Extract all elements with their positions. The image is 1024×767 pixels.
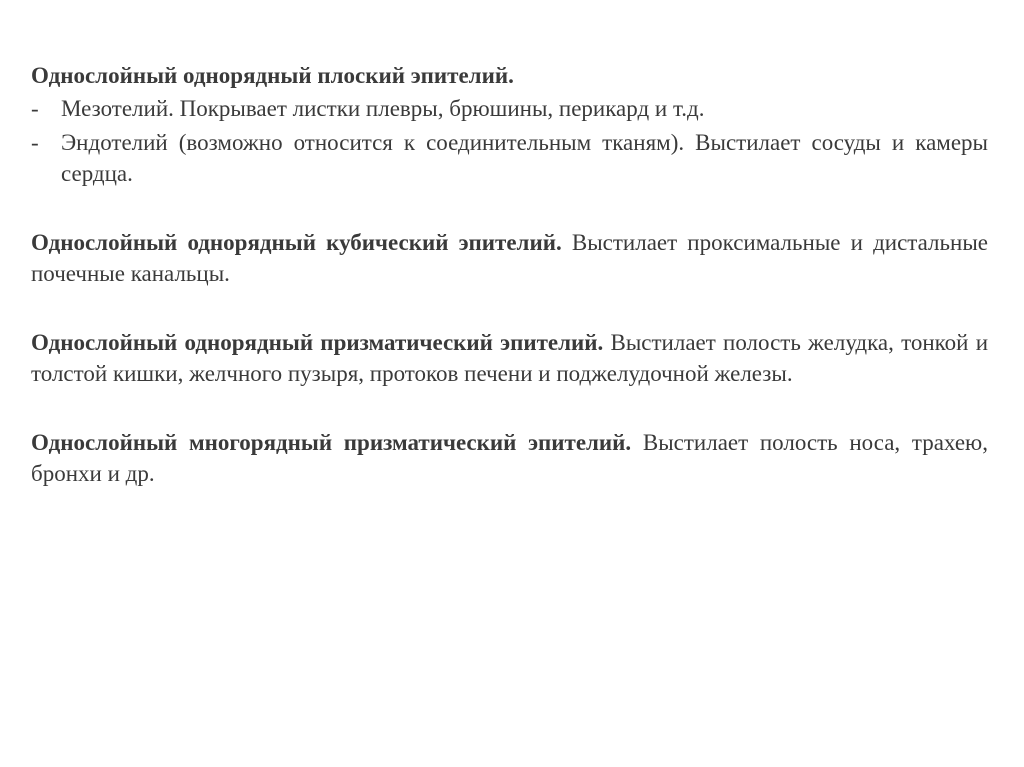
list-item: [31, 127, 988, 189]
paragraph-term: Однослойный однорядный кубический эпителий.: [31, 230, 562, 255]
section-heading: Однослойный однорядный плоский эпителий.: [31, 63, 514, 88]
list-item-text: Мезотелий. Покрывает листки плевры, брюшины, перикард и т.д.: [61, 96, 705, 121]
list-item: [31, 93, 988, 124]
dash-marker: -: [31, 96, 39, 121]
paragraph: [31, 327, 988, 389]
paragraph: [31, 427, 988, 489]
paragraph-text: Выстилает полость носа, трахею, бронхи и др.: [31, 430, 988, 486]
section-cubic-epithelium: [31, 227, 988, 289]
paragraph-term: Однослойный многорядный призматический эпителий.: [31, 430, 632, 455]
paragraph: [31, 227, 988, 289]
paragraph-text: Выстилает полость желудка, тонкой и толстой кишки, желчного пузыря, протоков печени и поджелудочной железы.: [31, 330, 988, 386]
dash-list: [31, 93, 988, 189]
list-item-text: Эндотелий (возможно относится к соединительным тканям). Выстилает сосуды и камеры сердца.: [61, 130, 988, 186]
section-prismatic-epithelium: [31, 327, 988, 389]
paragraph-text: Выстилает проксимальные и дистальные почечные канальцы.: [31, 230, 988, 286]
paragraph-term: Однослойный однорядный призматический эпителий.: [31, 330, 604, 355]
section-multirow-prismatic-epithelium: [31, 427, 988, 489]
slide-content: [31, 60, 988, 489]
dash-marker: -: [31, 130, 39, 155]
section-flat-epithelium: [31, 60, 988, 189]
